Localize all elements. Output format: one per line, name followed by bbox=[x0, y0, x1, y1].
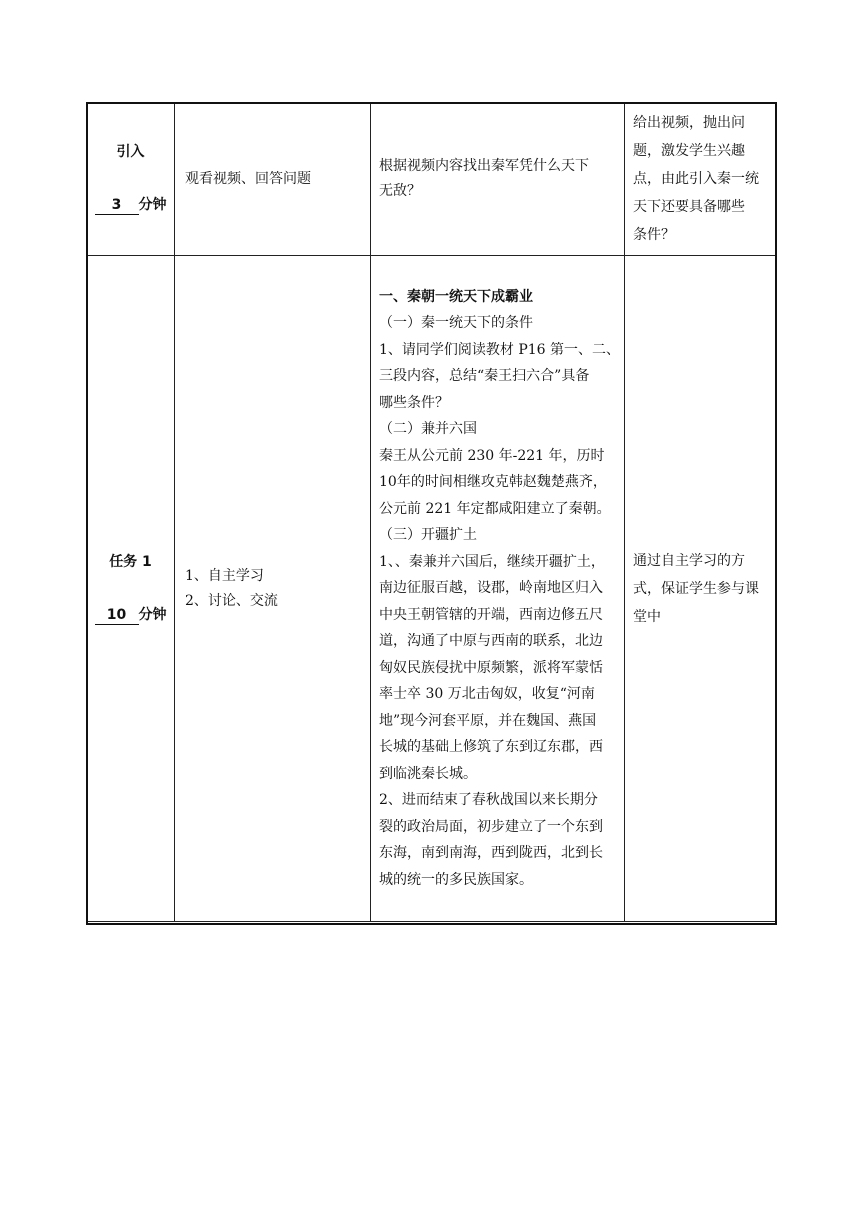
content-line: 裂的政治局面，初步建立了一个东到 bbox=[379, 818, 603, 835]
content-line: 城的统一的多民族国家。 bbox=[379, 871, 533, 888]
stage-duration bbox=[87, 193, 174, 218]
content-line: 10年的时间相继攻克韩赵魏楚燕齐， bbox=[379, 474, 607, 491]
stage-cell bbox=[87, 103, 175, 256]
intent-cell bbox=[625, 256, 776, 922]
content-line: 哪些条件？ bbox=[379, 394, 449, 411]
duration-value: 10 bbox=[95, 606, 139, 625]
content-line: 匈奴民族侵扰中原频繁，派将军蒙恬 bbox=[379, 659, 603, 676]
content-line: 道，沟通了中原与西南的联系，北边 bbox=[379, 633, 603, 650]
intent-line: 堂中 bbox=[633, 608, 661, 625]
intent-line: 题，激发学生兴趣 bbox=[633, 143, 745, 159]
content-line: 长城的基础上修筑了东到辽东郡，西 bbox=[379, 739, 603, 756]
content-line: （二）兼并六国 bbox=[379, 421, 477, 438]
intent-line: 点，由此引入秦一统 bbox=[633, 171, 759, 187]
content-line: 秦王从公元前 230 年-221 年，历时 bbox=[379, 447, 605, 464]
activity-line: 1、自主学习 bbox=[185, 567, 264, 584]
content-cell bbox=[371, 256, 625, 922]
intent-line: 给出视频，抛出问 bbox=[633, 115, 745, 131]
content-line: 1、、秦兼并六国后，继续开疆扩土， bbox=[379, 553, 605, 570]
activity-line: 观看视频、回答问题 bbox=[185, 170, 311, 187]
content-line: 三段内容，总结“秦王扫六合”具备 bbox=[379, 368, 590, 385]
content-heading: 一、秦朝一统天下成霸业 bbox=[379, 288, 533, 305]
content-cell bbox=[371, 103, 625, 256]
activity-cell bbox=[175, 256, 371, 922]
table-row-intro bbox=[87, 103, 776, 256]
stage-title: 任务 1 bbox=[109, 553, 152, 570]
content-line: 南边征服百越，设郡，岭南地区归入 bbox=[379, 580, 603, 597]
activity-line: 2、讨论、交流 bbox=[185, 592, 278, 609]
stage-duration bbox=[87, 603, 174, 628]
intent-line: 天下还要具备哪些 bbox=[633, 199, 745, 215]
content-line: 中央王朝管辖的开端，西南边修五尺 bbox=[379, 606, 603, 623]
duration-value: 3 bbox=[95, 196, 139, 215]
content-line: （一）秦一统天下的条件 bbox=[379, 315, 533, 332]
duration-unit: 分钟 bbox=[138, 606, 167, 623]
content-line: 无敌？ bbox=[379, 183, 421, 199]
content-line: 东海，南到南海，西到陇西，北到长 bbox=[379, 845, 603, 862]
content-line: 公元前 221 年定都咸阳建立了秦朝。 bbox=[379, 500, 611, 517]
intent-line: 式，保证学生参与课 bbox=[633, 580, 759, 597]
content-line: 根据视频内容找出秦军凭什么天下 bbox=[379, 158, 589, 174]
content-line: 到临洮秦长城。 bbox=[379, 765, 477, 782]
activity-cell bbox=[175, 103, 371, 256]
table-row-task1 bbox=[87, 256, 776, 922]
content-line: 地”现今河套平原，并在魏国、燕国 bbox=[379, 712, 597, 729]
intent-cell bbox=[625, 103, 776, 256]
stage-title: 引入 bbox=[116, 144, 145, 160]
stage-cell bbox=[87, 256, 175, 922]
content-line: 2、进而结束了春秋战国以来长期分 bbox=[379, 792, 598, 809]
content-line: （三）开疆扩土 bbox=[379, 527, 477, 544]
content-line: 率士卒 30 万北击匈奴，收复“河南 bbox=[379, 686, 595, 703]
lesson-plan-table bbox=[86, 102, 776, 922]
content-line: 1、请同学们阅读教材 P16 第一、二、 bbox=[379, 341, 621, 358]
intent-line: 通过自主学习的方 bbox=[633, 552, 745, 569]
duration-unit: 分钟 bbox=[138, 197, 167, 213]
intent-line: 条件？ bbox=[633, 227, 675, 243]
